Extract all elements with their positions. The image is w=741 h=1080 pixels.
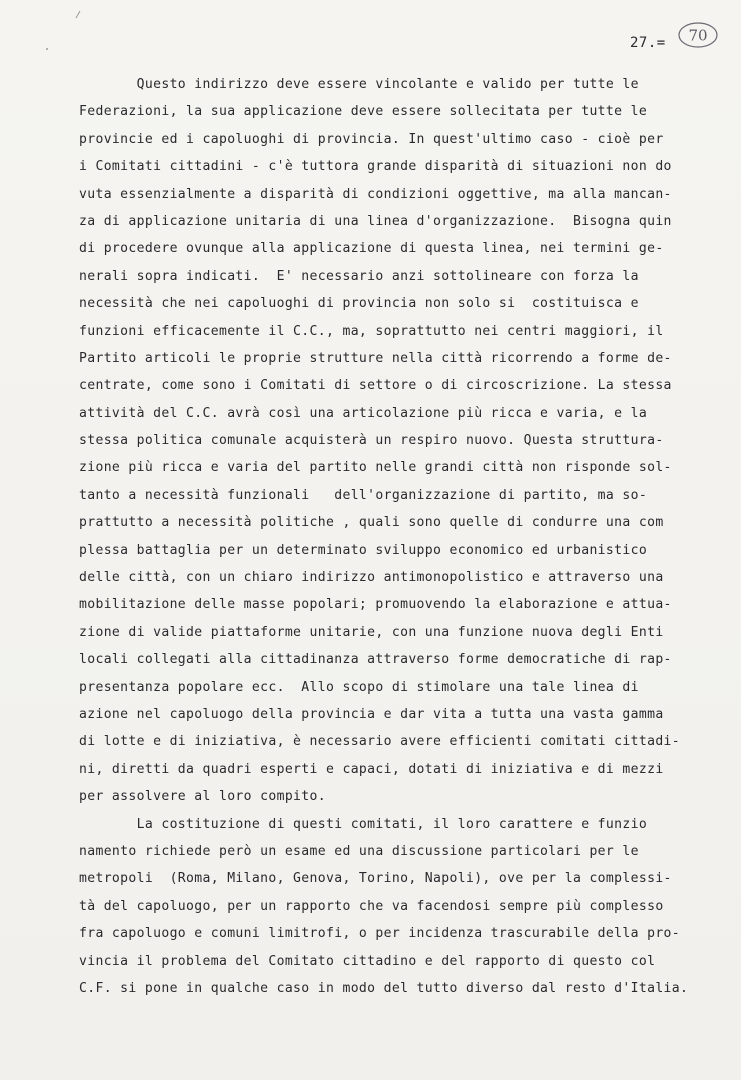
text-line: mobilitazione delle masse popolari; promuovendo la elaborazione e attua- [79,597,672,613]
text-line: Questo indirizzo deve essere vincolante e valido per tutte le [79,77,639,92]
text-line: provincie ed i capoluoghi di provincia. In quest'ultimo caso - cioè per [79,131,664,147]
text-line: necessità che nei capoluoghi di provincia non solo si costituisca e [79,296,639,312]
text-line: i Comitati cittadini - c'è tuttora grande disparità di situazioni non do [79,159,672,175]
text-line: vuta essenzialmente a disparità di condizioni oggettive, ma alla mancan- [79,186,672,202]
body-text [79,71,739,1002]
text-line: vincia il problema del Comitato cittadino e del rapporto di questo col [79,953,656,969]
text-line: stessa politica comunale acquisterà un respiro nuovo. Questa struttura- [79,433,664,449]
stamp-number: 70 [688,26,708,45]
text-line: funzioni efficacemente il C.C., ma, soprattutto nei centri maggiori, il [79,323,664,339]
text-line: La costituzione di questi comitati, il loro carattere e funzio [79,816,648,832]
text-line: di procedere ovunque alla applicazione di questa linea, nei termini ge- [79,241,664,257]
page-number: 27.= [630,35,666,51]
text-line: tà del capoluogo, per un rapporto che va facendosi sempre più complesso [79,898,664,914]
text-line: locali collegati alla cittadinanza attraverso forme democratiche di rap- [79,652,672,668]
text-line: tanto a necessità funzionali dell'organizzazione di partito, ma so- [79,487,648,503]
text-line: za di applicazione unitaria di una linea d'organizzazione. Bisogna quin [79,213,672,229]
text-line: C.F. si pone in qualche caso in modo del tutto diverso dal resto d'Italia. [79,980,689,996]
text-line: nerali sopra indicati. E' necessario anzi sottolineare con forza la [79,268,639,284]
text-line: Federazioni, la sua applicazione deve essere sollecitata per tutte le [79,104,648,120]
text-line: fra capoluogo e comuni limitrofi, o per incidenza trascurabile della pro- [79,926,681,942]
text-line: di lotte e di iniziativa, è necessario avere efficienti comitati cittadi- [79,734,681,750]
text-line: metropoli (Roma, Milano, Genova, Torino, Napoli), ove per la complessi- [79,871,672,887]
text-line: prattutto a necessità politiche , quali sono quelle di condurre una com [79,515,664,531]
text-line: namento richiede però un esame ed una discussione particolari per le [79,843,639,859]
archive-stamp-icon [676,20,720,50]
text-line: presentanza popolare ecc. Allo scopo di stimolare una tale linea di [79,679,639,695]
text-line: attività del C.C. avrà così una articolazione più ricca e varia, e la [79,405,648,421]
text-line: plessa battaglia per un determinato sviluppo economico ed urbanistico [79,542,648,558]
text-line: delle città, con un chiaro indirizzo antimonopolistico e attraverso una [79,570,664,586]
text-line: centrate, come sono i Comitati di settore o di circoscrizione. La stessa [79,378,672,394]
ink-dot [46,48,48,50]
text-line: zione di valide piattaforme unitarie, con una funzione nuova degli Enti [79,624,664,640]
text-line: Partito articoli le proprie strutture nella città ricorrendo a forme de- [79,350,672,366]
pencil-mark [76,11,81,18]
text-line: azione nel capoluogo della provincia e dar vita a tutta una vasta gamma [79,706,664,722]
text-line: ni, diretti da quadri esperti e capaci, dotati di iniziativa e di mezzi [79,761,664,777]
text-line: zione più ricca e varia del partito nelle grandi città non risponde sol- [79,460,672,476]
text-line: per assolvere al loro compito. [79,789,326,805]
